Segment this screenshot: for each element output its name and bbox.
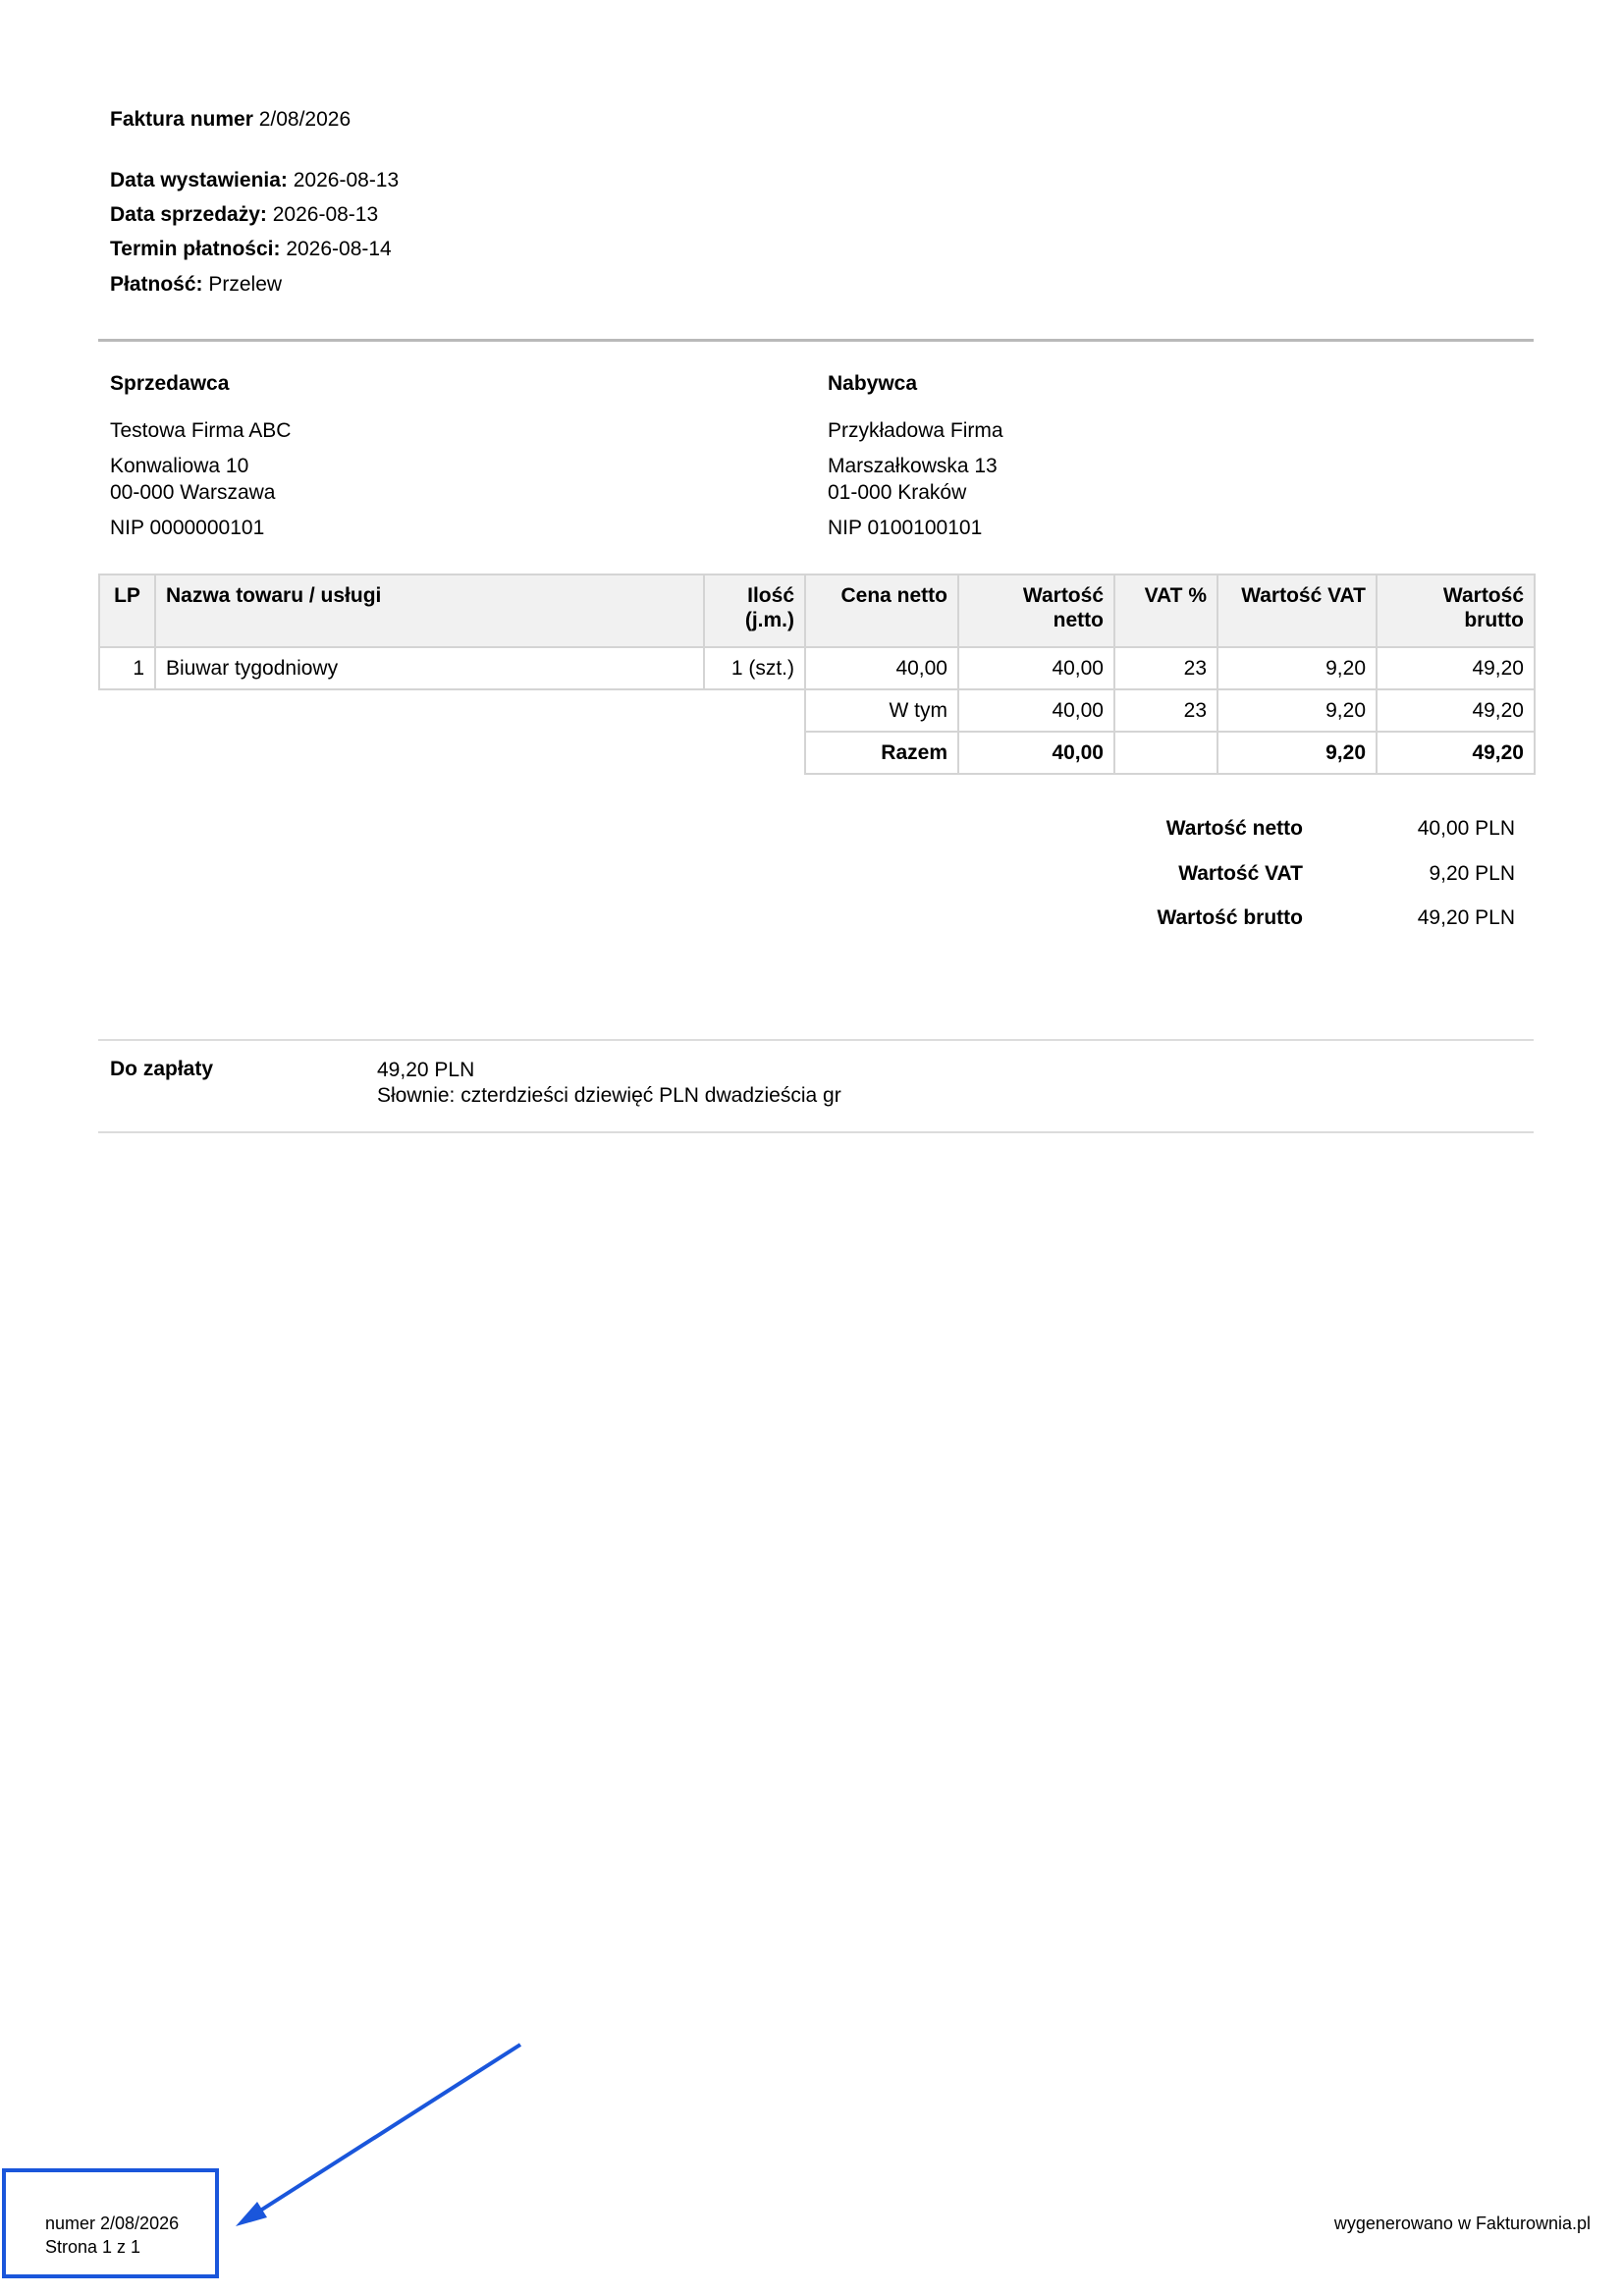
seller-name: Testowa Firma ABC [110,419,292,442]
seller-heading: Sprzedawca [110,372,230,395]
payment-method-value: Przelew [208,273,283,296]
header-lp: LP [99,574,155,647]
subtotal-net-value: 40,00 [958,689,1114,732]
subtotal-gross: 49,20 [1377,689,1535,732]
header-gross-line2: brutto [1464,609,1524,631]
header-net-value-line1: Wartość [1022,584,1104,607]
summary-vat-value: 9,20 PLN [1429,862,1515,885]
due-date-value: 2026-08-14 [286,238,392,260]
invoice-number-value: 2/08/2026 [258,108,351,131]
total-gross: 49,20 [1377,732,1535,774]
buyer-city: 01-000 Kraków [828,481,967,504]
buyer-nip: NIP 0100100101 [828,517,983,539]
sale-date-label: Data sprzedaży: [110,203,267,226]
buyer-street: Marszałkowska 13 [828,455,998,477]
seller-city: 00-000 Warszawa [110,481,276,504]
row-qty: 1 (szt.) [704,647,805,689]
summary-net-value: 40,00 PLN [1417,817,1515,840]
subtotal-label: W tym [805,689,958,732]
subtotal-vat-value: 9,20 [1217,689,1377,732]
summary-gross-label: Wartość brutto [1157,906,1303,929]
seller-nip: NIP 0000000101 [110,517,265,539]
row-vat-pct: 23 [1114,647,1217,689]
payment-method-label: Płatność: [110,273,203,296]
footer-generated: wygenerowano w Fakturownia.pl [1333,2214,1591,2233]
due-date-label: Termin płatności: [110,238,281,260]
header-name: Nazwa towaru / usługi [155,574,704,647]
buyer-heading: Nabywca [828,372,918,395]
row-gross: 49,20 [1377,647,1535,689]
row-net-value: 40,00 [958,647,1114,689]
header-net-price: Cena netto [805,574,958,647]
footer-number: numer 2/08/2026 [45,2214,180,2233]
header-qty-line2: (j.m.) [744,609,794,631]
summary-vat-label: Wartość VAT [1178,862,1303,885]
invoice-number-label: Faktura numer [110,108,253,131]
row-net-price: 40,00 [805,647,958,689]
footer-page: Strona 1 z 1 [45,2237,141,2257]
total-label: Razem [805,732,958,774]
issue-date-value: 2026-08-13 [293,169,400,191]
summary-net-label: Wartość netto [1165,817,1303,840]
buyer-name: Przykładowa Firma [828,419,1003,442]
row-name: Biuwar tygodniowy [155,647,704,689]
sale-date-value: 2026-08-13 [272,203,379,226]
header-gross-line1: Wartość [1442,584,1524,607]
total-net-value: 40,00 [958,732,1114,774]
subtotal-vat-pct: 23 [1114,689,1217,732]
header-vat-pct: VAT % [1114,574,1217,647]
seller-street: Konwaliowa 10 [110,455,249,477]
header-net-value-line2: netto [1053,609,1104,631]
header-qty-line1: Ilość [747,584,794,607]
payable-amount: 49,20 PLN [377,1059,475,1081]
issue-date-label: Data wystawienia: [110,169,288,191]
row-lp: 1 [99,647,155,689]
header-vat-value: Wartość VAT [1217,574,1377,647]
total-vat-value: 9,20 [1217,732,1377,774]
payable-label: Do zapłaty [110,1058,214,1080]
payable-words: Słownie: czterdzieści dziewięć PLN dwadzieścia gr [377,1084,841,1107]
row-vat-value: 9,20 [1217,647,1377,689]
summary-gross-value: 49,20 PLN [1417,906,1515,929]
